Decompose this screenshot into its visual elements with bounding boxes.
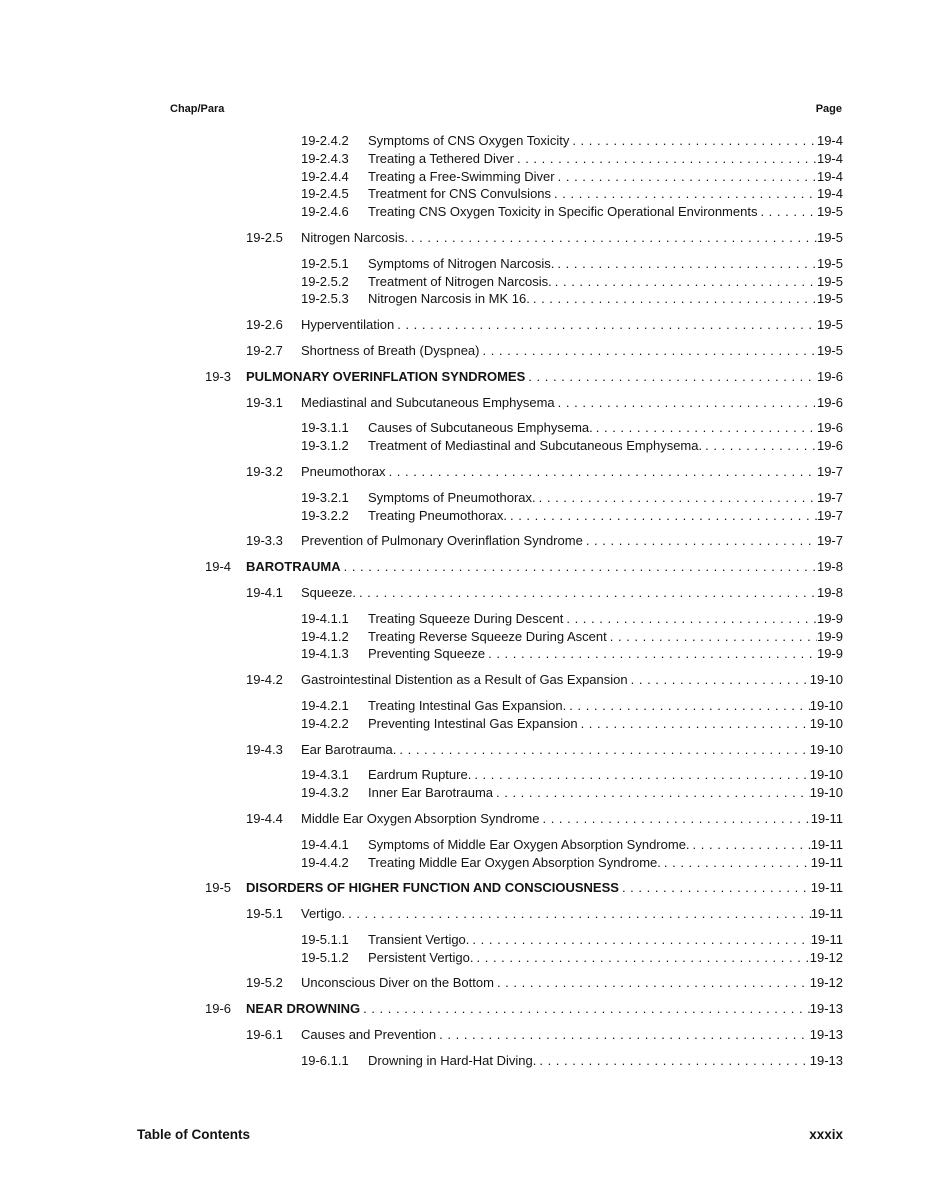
toc-entry-number: 19-5.1.1	[301, 931, 349, 947]
toc-entry-page: 19-10	[809, 767, 843, 783]
toc-entry-title: Pneumothorax	[301, 463, 386, 479]
toc-entry-number: 19-5	[205, 880, 232, 896]
toc-entry-title: Treating Pneumothorax.	[368, 507, 507, 523]
toc-entry-title: Shortness of Breath (Dyspnea)	[301, 342, 480, 358]
toc-entry-title: Treatment for CNS Convulsions	[368, 186, 552, 202]
toc-entry	[246, 394, 843, 412]
toc-entry-page: 19-4	[816, 168, 843, 184]
toc-entry-number: 19-2.5	[246, 229, 283, 245]
toc-entry	[246, 671, 843, 689]
toc-entry	[301, 610, 843, 628]
toc-entry	[301, 507, 843, 525]
toc-entry-number: 19-4	[205, 559, 232, 575]
dot-leader	[593, 419, 817, 437]
dot-leader	[396, 741, 809, 759]
toc-entry-page: 19-9	[816, 646, 843, 662]
dot-leader	[479, 342, 816, 360]
toc-entry-title: Treatment of Mediastinal and Subcutaneous Emphysema.	[368, 438, 703, 454]
toc-entry-page: 19-7	[816, 507, 843, 523]
toc-entry-number: 19-2.4.5	[301, 186, 349, 202]
dot-leader	[345, 905, 811, 923]
toc-entry-number: 19-2.5.3	[301, 291, 349, 307]
toc-entry-page: 19-8	[816, 584, 843, 600]
toc-entry	[301, 949, 843, 967]
toc-entry-number: 19-5.1	[246, 906, 283, 922]
toc-entry-title: Symptoms of Nitrogen Narcosis.	[368, 255, 555, 271]
toc-entry-page: 19-11	[810, 906, 843, 922]
toc-entry-title: Treating Squeeze During Descent	[368, 610, 564, 626]
toc-entry	[246, 810, 843, 828]
toc-entry-title: Treating Reverse Squeeze During Ascent	[368, 628, 607, 644]
toc-entry-page: 19-13	[809, 1052, 843, 1068]
dot-leader	[563, 610, 817, 628]
toc-entry-title: BAROTRAUMA	[246, 559, 341, 575]
toc-entry-number: 19-4.4	[246, 810, 283, 826]
dot-leader	[494, 974, 810, 992]
toc-entry	[301, 419, 843, 437]
dot-leader	[485, 645, 817, 663]
toc-entry-page: 19-8	[816, 559, 843, 575]
toc-entry-number: 19-3.1	[246, 394, 283, 410]
dot-leader	[360, 1000, 810, 1018]
toc-entry-page: 19-6	[816, 368, 843, 384]
toc-entry-number: 19-3.1.2	[301, 438, 349, 454]
toc-entry-page: 19-4	[816, 150, 843, 166]
toc-entry	[301, 203, 843, 221]
toc-entry	[301, 489, 843, 507]
dot-leader	[619, 879, 811, 897]
toc-entry-number: 19-4.2.2	[301, 715, 349, 731]
toc-entry-number: 19-2.5.2	[301, 273, 349, 289]
toc-entry	[246, 1026, 843, 1044]
toc-entry	[205, 1000, 843, 1018]
dot-leader	[628, 671, 810, 689]
toc-entry	[301, 150, 843, 168]
toc-entry-title: Drowning in Hard-Hat Diving.	[368, 1052, 537, 1068]
dot-leader	[514, 150, 817, 168]
toc-entry-page: 19-6	[816, 394, 843, 410]
toc-entry	[301, 273, 843, 291]
toc-entry-number: 19-6.1.1	[301, 1052, 349, 1068]
toc-entry-title: Treating a Free-Swimming Diver	[368, 168, 555, 184]
toc-block	[0, 419, 843, 455]
dot-leader	[436, 1026, 810, 1044]
dot-leader	[757, 203, 817, 221]
toc-entry-number: 19-4.4.2	[301, 854, 349, 870]
toc-entry-title: Causes and Prevention	[301, 1027, 437, 1043]
header-page-label: Page	[815, 103, 842, 115]
toc-entry-number: 19-4.1.2	[301, 628, 349, 644]
toc-entry-page: 19-11	[810, 836, 843, 852]
toc-entry	[246, 229, 843, 247]
toc-entry-number: 19-4.3.1	[301, 767, 349, 783]
toc-entry-number: 19-4.1.3	[301, 646, 349, 662]
toc-entry-number: 19-3	[205, 368, 232, 384]
toc-entry-title: Nitrogen Narcosis.	[301, 229, 408, 245]
toc-list	[0, 132, 843, 1070]
toc-entry-title: Hyperventilation	[301, 317, 395, 333]
toc-block	[0, 741, 843, 759]
dot-leader	[539, 810, 810, 828]
toc-entry-page: 19-5	[816, 291, 843, 307]
toc-entry-title: Squeeze.	[301, 584, 356, 600]
toc-entry-title: Symptoms of CNS Oxygen Toxicity	[368, 133, 570, 148]
toc-entry-number: 19-2.4.6	[301, 204, 349, 220]
dot-leader	[569, 132, 817, 150]
toc-entry-title: Unconscious Diver on the Bottom	[301, 975, 494, 991]
toc-entry-title: Prevention of Pulmonary Overinflation Syndrome	[301, 533, 583, 549]
dot-leader	[408, 229, 817, 247]
toc-block	[0, 766, 843, 802]
toc-entry-title: Treating Middle Ear Oxygen Absorption Syndrome.	[368, 854, 661, 870]
toc-entry-page: 19-9	[816, 610, 843, 626]
page-header	[170, 103, 842, 115]
toc-entry-page: 19-10	[809, 741, 843, 757]
toc-entry-title: Preventing Squeeze	[368, 646, 486, 662]
toc-entry	[246, 342, 843, 360]
toc-entry	[246, 974, 843, 992]
toc-block	[0, 1000, 843, 1018]
toc-block	[0, 1052, 843, 1070]
toc-entry	[246, 316, 843, 334]
toc-entry-number: 19-4.1	[246, 584, 283, 600]
dot-leader	[690, 836, 811, 854]
toc-entry-number: 19-2.4.3	[301, 150, 349, 166]
toc-entry	[246, 463, 843, 481]
toc-block	[0, 463, 843, 481]
toc-block	[0, 489, 843, 525]
toc-entry-page: 19-5	[816, 317, 843, 333]
toc-entry-number: 19-3.1.1	[301, 420, 349, 436]
toc-entry-number: 19-2.7	[246, 342, 283, 358]
dot-leader	[578, 715, 810, 733]
toc-entry	[301, 766, 843, 784]
toc-entry-title: Gastrointestinal Distention as a Result of Gas Expansion	[301, 672, 628, 688]
toc-entry	[301, 931, 843, 949]
toc-entry-page: 19-10	[809, 697, 843, 713]
toc-block	[0, 610, 843, 663]
toc-block	[0, 810, 843, 828]
toc-entry-page: 19-13	[809, 1027, 843, 1043]
toc-block	[0, 974, 843, 992]
toc-entry-title: Treatment of Nitrogen Narcosis.	[368, 273, 552, 289]
toc-entry-title: PULMONARY OVERINFLATION SYNDROMES	[246, 368, 526, 384]
toc-entry-number: 19-2.6	[246, 317, 283, 333]
dot-leader	[551, 185, 817, 203]
toc-entry-title: Treating a Tethered Diver	[368, 150, 514, 166]
toc-entry-page: 19-10	[809, 672, 843, 688]
toc-entry-page: 19-12	[809, 975, 843, 991]
dot-leader	[525, 368, 817, 386]
toc-entry-number: 19-6	[205, 1001, 232, 1017]
toc-block	[0, 255, 843, 308]
toc-entry	[301, 255, 843, 273]
toc-entry-page: 19-4	[816, 186, 843, 202]
toc-entry-page: 19-11	[810, 854, 843, 870]
toc-entry	[301, 437, 843, 455]
toc-entry-title: Inner Ear Barotrauma	[368, 785, 494, 801]
toc-block	[0, 931, 843, 967]
toc-entry-number: 19-4.2.1	[301, 697, 349, 713]
toc-entry-number: 19-6.1	[246, 1027, 283, 1043]
toc-entry-page: 19-11	[810, 931, 843, 947]
toc-entry-page: 19-9	[816, 628, 843, 644]
toc-block	[0, 394, 843, 412]
toc-entry-page: 19-7	[816, 489, 843, 505]
dot-leader	[536, 1052, 809, 1070]
toc-entry-page: 19-4	[816, 133, 843, 148]
toc-entry-number: 19-4.4.1	[301, 836, 349, 852]
dot-leader	[552, 273, 817, 291]
toc-block	[0, 132, 843, 221]
toc-entry-title: Symptoms of Middle Ear Oxygen Absorption Syndrome.	[368, 836, 690, 852]
dot-leader	[661, 854, 811, 872]
toc-entry	[301, 697, 843, 715]
toc-entry-title: Treating Intestinal Gas Expansion.	[368, 697, 567, 713]
toc-entry	[301, 836, 843, 854]
toc-entry-title: Middle Ear Oxygen Absorption Syndrome	[301, 810, 540, 826]
toc-entry	[301, 168, 843, 186]
toc-entry-page: 19-7	[816, 463, 843, 479]
dot-leader	[507, 507, 817, 525]
toc-entry-number: 19-3.3	[246, 533, 283, 549]
header-chap-para-label: Chap/Para	[170, 103, 225, 115]
toc-entry-number: 19-4.3	[246, 741, 283, 757]
toc-block	[0, 697, 843, 733]
toc-entry-page: 19-12	[809, 949, 843, 965]
toc-entry	[301, 628, 843, 646]
toc-block	[0, 342, 843, 360]
toc-entry	[205, 558, 843, 576]
toc-entry-number: 19-4.2	[246, 672, 283, 688]
footer-title: Table of Contents	[137, 1127, 250, 1142]
dot-leader	[555, 394, 817, 412]
toc-entry-number: 19-3.2	[246, 463, 283, 479]
toc-block	[0, 879, 843, 897]
toc-entry	[301, 854, 843, 872]
toc-entry	[301, 784, 843, 802]
toc-block	[0, 584, 843, 602]
toc-entry	[205, 368, 843, 386]
toc-entry-title: Nitrogen Narcosis in MK 16.	[368, 291, 530, 307]
dot-leader	[471, 766, 809, 784]
toc-entry-title: Persistent Vertigo.	[368, 949, 474, 965]
toc-entry-number: 19-2.4.4	[301, 168, 349, 184]
toc-entry-title: Eardrum Rupture.	[368, 767, 472, 783]
toc-entry	[301, 645, 843, 663]
toc-entry-page: 19-5	[816, 273, 843, 289]
dot-leader	[474, 949, 810, 967]
toc-block	[0, 316, 843, 334]
toc-entry	[246, 584, 843, 602]
toc-entry-title: Treating CNS Oxygen Toxicity in Specific Operational Environments	[368, 204, 758, 220]
toc-block	[0, 905, 843, 923]
toc-entry-page: 19-7	[816, 533, 843, 549]
toc-entry-page: 19-5	[816, 204, 843, 220]
toc-block	[0, 558, 843, 576]
toc-entry-page: 19-6	[816, 438, 843, 454]
toc-block	[0, 532, 843, 550]
dot-leader	[566, 697, 810, 715]
footer-page-number: xxxix	[809, 1127, 843, 1142]
dot-leader	[356, 584, 817, 602]
dot-leader	[469, 931, 810, 949]
toc-entry	[301, 1052, 843, 1070]
dot-leader	[341, 558, 817, 576]
toc-block	[0, 671, 843, 689]
toc-entry-title: NEAR DROWNING	[246, 1001, 361, 1017]
toc-entry-page: 19-11	[810, 810, 843, 826]
toc-entry-number: 19-5.1.2	[301, 949, 349, 965]
toc-entry-page: 19-6	[816, 420, 843, 436]
toc-entry	[301, 290, 843, 308]
toc-entry	[301, 185, 843, 203]
toc-entry-number: 19-2.5.1	[301, 255, 349, 271]
toc-entry-page: 19-10	[809, 785, 843, 801]
toc-entry-page: 19-11	[810, 880, 843, 896]
toc-entry-title: Transient Vertigo.	[368, 931, 470, 947]
dot-leader	[394, 316, 817, 334]
toc-entry-page: 19-5	[816, 229, 843, 245]
dot-leader	[530, 290, 817, 308]
toc-entry	[246, 905, 843, 923]
dot-leader	[536, 489, 817, 507]
toc-entry	[246, 741, 843, 759]
toc-entry-page: 19-5	[816, 255, 843, 271]
toc-entry	[205, 879, 843, 897]
dot-leader	[607, 628, 817, 646]
dot-leader	[493, 784, 810, 802]
toc-entry	[301, 132, 843, 150]
toc-entry-number: 19-4.3.2	[301, 785, 349, 801]
dot-leader	[386, 463, 817, 481]
toc-entry	[301, 715, 843, 733]
toc-entry-title: DISORDERS OF HIGHER FUNCTION AND CONSCIOUSNESS	[246, 880, 619, 896]
toc-entry-title: Causes of Subcutaneous Emphysema.	[368, 420, 593, 436]
dot-leader	[555, 168, 817, 186]
toc-entry-title: Vertigo.	[301, 906, 346, 922]
toc-block	[0, 1026, 843, 1044]
toc-entry-title: Ear Barotrauma.	[301, 741, 397, 757]
toc-entry-number: 19-2.4.2	[301, 133, 349, 148]
toc-entry-page: 19-5	[816, 342, 843, 358]
toc-entry-title: Preventing Intestinal Gas Expansion	[368, 715, 578, 731]
toc-block	[0, 368, 843, 386]
toc-entry-title: Mediastinal and Subcutaneous Emphysema	[301, 394, 555, 410]
toc-entry-page: 19-10	[809, 715, 843, 731]
toc-block	[0, 836, 843, 872]
dot-leader	[702, 437, 817, 455]
dot-leader	[554, 255, 817, 273]
toc-entry-number: 19-3.2.2	[301, 507, 349, 523]
toc-entry-number: 19-5.2	[246, 975, 283, 991]
toc-entry-number: 19-4.1.1	[301, 610, 349, 626]
dot-leader	[583, 532, 817, 550]
toc-entry-number: 19-3.2.1	[301, 489, 349, 505]
toc-entry-page: 19-13	[809, 1001, 843, 1017]
toc-block	[0, 229, 843, 247]
toc-entry-title: Symptoms of Pneumothorax.	[368, 489, 536, 505]
toc-entry	[246, 532, 843, 550]
